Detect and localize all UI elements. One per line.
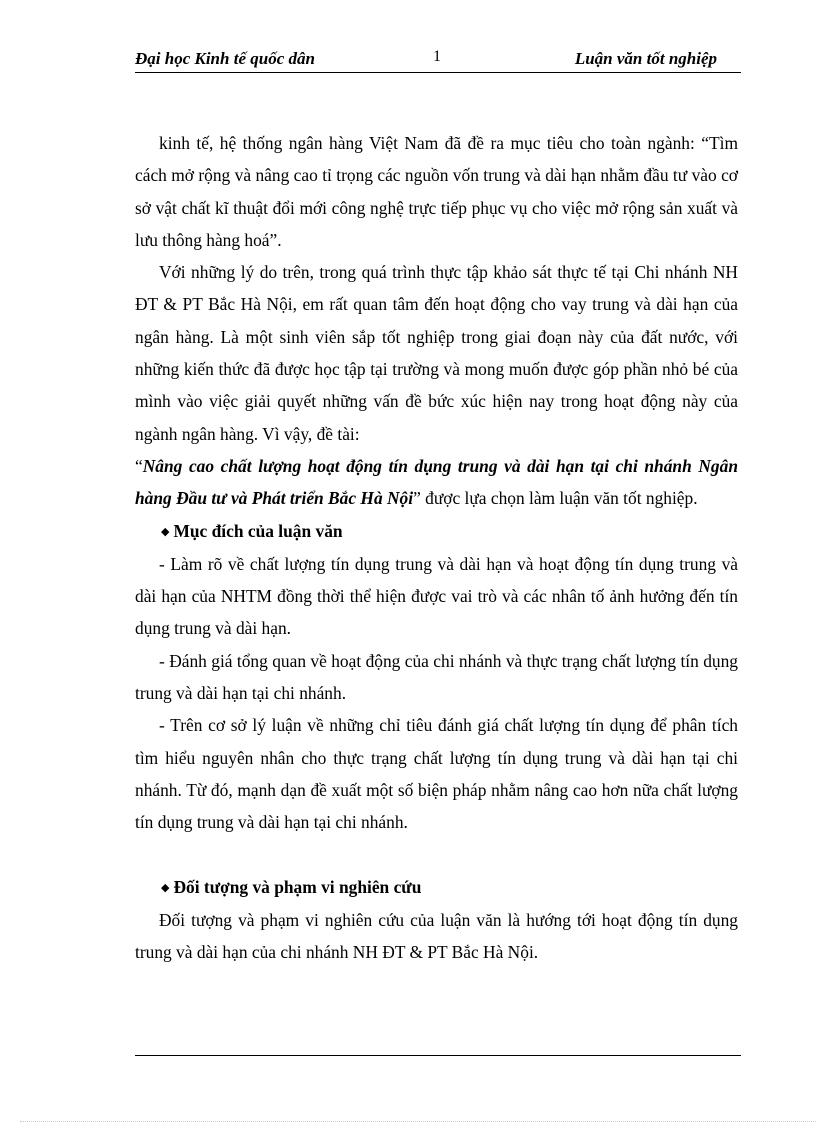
thesis-title: Nâng cao chất lượng hoạt động tín dụng trung và dài hạn tại chi nhánh Ngân hàng Đầu tư và Phát triển Bắc Hà Nội	[135, 455, 738, 509]
section-heading-scope	[135, 871, 738, 904]
page-header	[135, 46, 741, 73]
paragraph-thesis-title	[135, 450, 738, 515]
purpose-item: - Trên cơ sở lý luận về những chỉ tiêu đánh giá chất lượng tín dụng để phân tích tìm hiểu nguyên nhân cho thực trạng chất lượng tín dụng trung và dài hạn tại chi nhánh. Từ đó, mạnh dạn đề xuất một số biện pháp nhằm nâng cao hơn nữa chất lượng tín dụng trung và dài hạn tại chi nhánh.	[135, 715, 738, 833]
thesis-title-rest: ” được lựa chọn làm luận văn tốt nghiệp.	[413, 488, 698, 509]
header-university: Đại học Kinh tế quốc dân	[135, 49, 315, 68]
page-edge-dotted-line	[20, 1121, 816, 1122]
header-document-type: Luận văn tốt nghiệp	[574, 49, 717, 68]
purpose-item: - Đánh giá tổng quan về hoạt động của chi nhánh và thực trạng chất lượng tín dụng trung và dài hạn tại chi nhánh.	[135, 650, 738, 704]
section-title-purpose: Mục đích của luận văn	[173, 520, 343, 541]
page-number: 1	[433, 48, 441, 65]
paragraph-scope: Đối tượng và phạm vi nghiên cứu của luận văn là hướng tới hoạt động tín dụng trung và dài hạn của chi nhánh NH ĐT & PT Bắc Hà Nội.	[135, 909, 738, 963]
footer-rule	[135, 1055, 741, 1056]
paragraph-goals: kinh tế, hệ thống ngân hàng Việt Nam đã đề ra mục tiêu cho toàn ngành: “Tìm cách mở rộng và nâng cao tỉ trọng các nguồn vốn trung và dài hạn nhằm đầu tư vào cơ sở vật chất kĩ thuật đổi mới công nghệ trực tiếp phục vụ cho việc mở rộng sản xuất và lưu thông hàng hoá”.	[135, 133, 738, 250]
blank-line	[135, 839, 738, 871]
diamond-bullet-icon: ◆	[161, 525, 170, 538]
document-body	[135, 127, 738, 968]
diamond-bullet-icon: ◆	[161, 881, 170, 894]
purpose-item: - Làm rõ về chất lượng tín dụng trung và dài hạn và hoạt động tín dụng trung và dài hạn của NHTM đồng thời thể hiện được vai trò và các nhân tố ảnh hưởng đến tín dụng trung và dài hạn.	[135, 553, 738, 639]
section-heading-purpose	[135, 515, 738, 548]
open-quote: “	[135, 455, 143, 476]
section-title-scope: Đối tượng và phạm vi nghiên cứu	[173, 876, 422, 897]
paragraph-reasons: Với những lý do trên, trong quá trình thực tập khảo sát thực tế tại Chi nhánh NH ĐT & PT Bắc Hà Nội, em rất quan tâm đến hoạt động cho vay trung và dài hạn của ngân hàng. Là một sinh viên sắp tốt nghiệp trong giai đoạn này của đất nước, với những kiến thức đã được học tập tại trường và mong muốn được góp phần nhỏ bé của mình vào việc giải quyết những vấn đề bức xúc hiện nay trong hoạt động này của ngành ngân hàng. Vì vậy, đề tài:	[135, 262, 738, 444]
